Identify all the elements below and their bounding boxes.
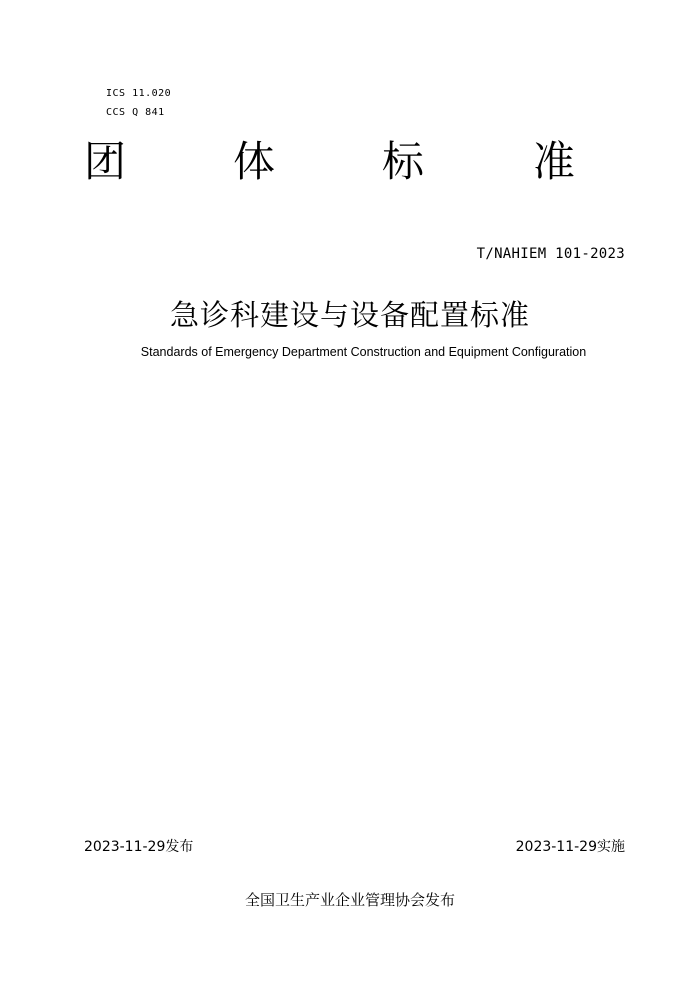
publisher: 全国卫生产业企业管理协会发布 [244,891,455,909]
doc-type-char: 准 [533,137,576,186]
doc-type-char: 体 [233,137,276,186]
standard-title-zh: 急诊科建设与设备配置标准 [169,298,530,332]
standard-title-en: Standards of Emergency Department Construction and Equipment Configuration [140,345,587,359]
ics-code: ICS 11.020 [106,88,172,99]
ccs-code: CCS Q 841 [106,107,165,118]
doc-type-char: 标 [382,137,425,186]
standard-number: T/NAHIEM 101-2023 [476,246,625,262]
effective-date: 2023-11-29实施 [515,839,625,855]
publish-date: 2023-11-29发布 [84,839,194,855]
doc-type-char: 团 [84,137,127,186]
